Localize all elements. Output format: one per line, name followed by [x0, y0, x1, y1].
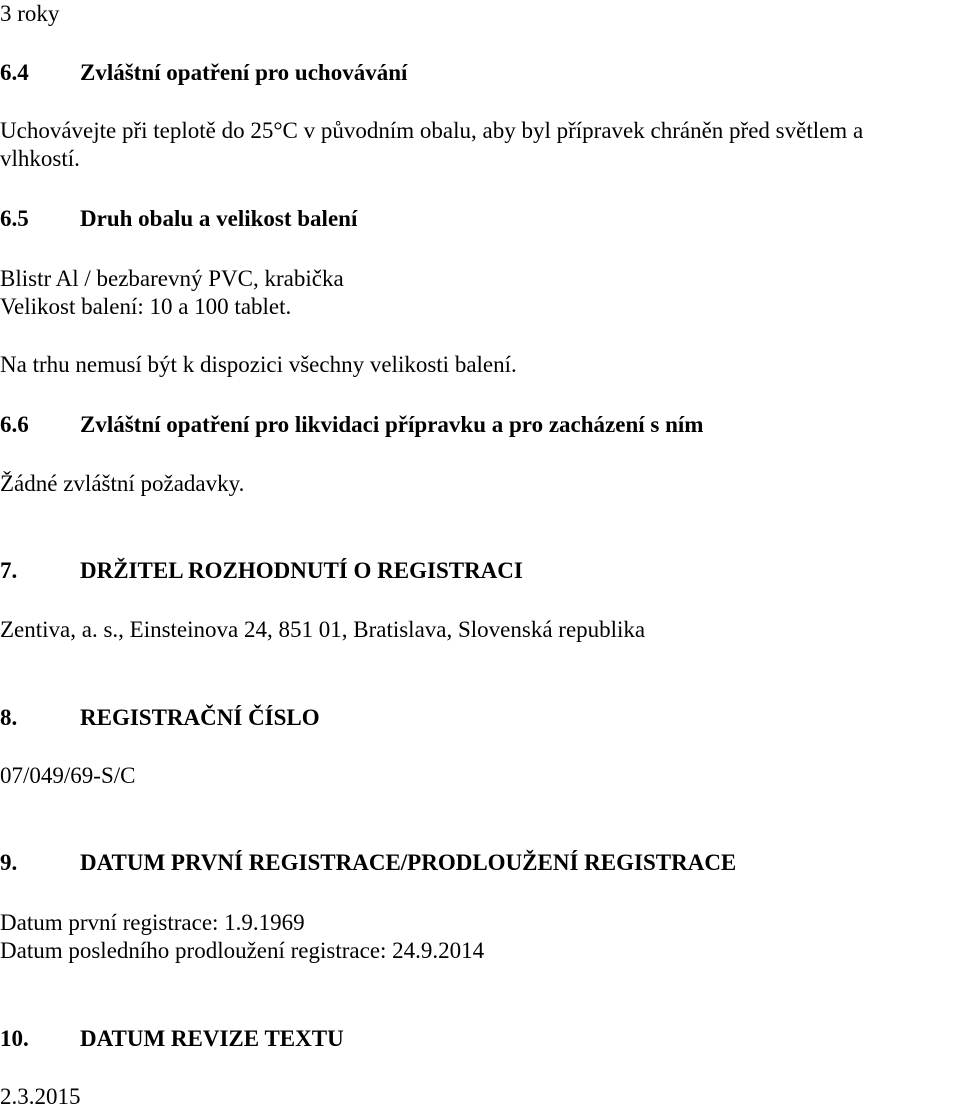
section-title: Druh obalu a velikost balení — [80, 206, 358, 231]
section-title: Zvláštní opatření pro likvidaci přípravku a pro zacházení s ním — [80, 412, 704, 437]
section-6-5-heading — [0, 205, 357, 233]
section-title: DRŽITEL ROZHODNUTÍ O REGISTRACI — [80, 558, 523, 583]
section-number: 6.4 — [0, 60, 29, 85]
section-number: 9. — [0, 850, 18, 875]
section-title: REGISTRAČNÍ ČÍSLO — [80, 705, 320, 730]
section-number: 6.6 — [0, 412, 29, 437]
section-9-heading — [0, 849, 736, 877]
pack-availability-text: Na trhu nemusí být k dispozici všechny velikosti balení. — [0, 352, 517, 377]
packaging-text: Blistr Al / bezbarevný PVC, krabička — [0, 266, 344, 291]
section-6-6-heading — [0, 411, 703, 439]
storage-text-line-1: Uchovávejte při teplotě do 25°C v původním obalu, aby byl přípravek chráněn před světlem a — [0, 118, 864, 143]
section-number: 8. — [0, 705, 18, 730]
first-registration-text: Datum první registrace: 1.9.1969 — [0, 910, 305, 935]
holder-text: Zentiva, a. s., Einsteinova 24, 851 01, Bratislava, Slovenská republika — [0, 617, 646, 642]
registration-number-text: 07/049/69-S/C — [0, 763, 136, 788]
storage-text-line-2: vlhkostí. — [0, 146, 80, 171]
shelf-life-text: 3 roky — [0, 1, 60, 26]
section-7-heading — [0, 557, 523, 585]
section-title: Zvláštní opatření pro uchovávání — [80, 60, 408, 85]
section-6-4-heading — [0, 59, 407, 87]
section-number: 7. — [0, 558, 18, 583]
section-number: 10. — [0, 1026, 29, 1051]
renewal-text: Datum posledního prodloužení registrace: 24.9.2014 — [0, 938, 485, 963]
section-number: 6.5 — [0, 206, 29, 231]
section-title: DATUM REVIZE TEXTU — [80, 1026, 344, 1051]
section-10-heading — [0, 1025, 344, 1053]
revision-date-text: 2.3.2015 — [0, 1084, 81, 1109]
disposal-text: Žádné zvláštní požadavky. — [0, 471, 245, 496]
section-8-heading — [0, 704, 320, 732]
pack-size-text: Velikost balení: 10 a 100 tablet. — [0, 294, 292, 319]
section-title: DATUM PRVNÍ REGISTRACE/PRODLOUŽENÍ REGISTRACE — [80, 850, 737, 875]
